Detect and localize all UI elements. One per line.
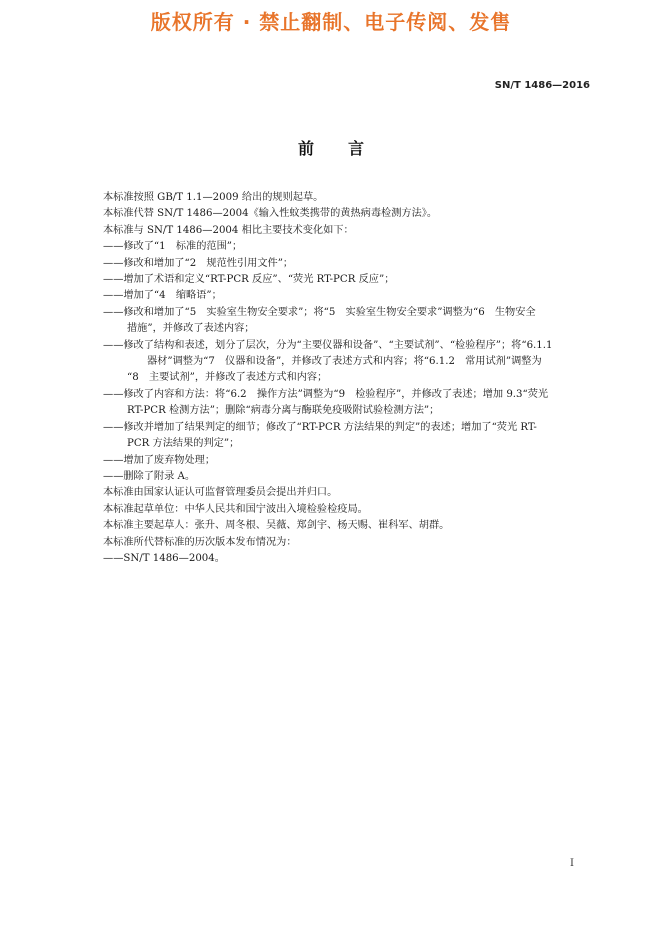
- change-item-line: 措施”，并修改了表述内容；: [127, 323, 255, 335]
- change-item-line: PCR 方法结果的判定”；: [127, 438, 240, 450]
- history-item: ——SN/T 1486—2004。: [103, 552, 225, 564]
- change-item-line: ——修改了内容和方法：将“6.2 操作方法”调整为“9 检验程序”，并修改了表述；增加 9.3“荧光: [103, 388, 549, 400]
- page-number: I: [570, 858, 574, 869]
- paragraph-changes-intro: 本标准与 SN/T 1486—2004 相比主要技术变化如下：: [103, 224, 354, 236]
- change-item-line: “8 主要试剂”，并修改了表述方式和内容；: [127, 372, 328, 384]
- change-item-line: ——修改了结构和表述，划分了层次，分为“主要仪器和设备”、“主要试剂”、“检验程序”；将“6.1.1: [103, 339, 553, 351]
- change-item: [103, 420, 591, 453]
- change-item-line: ——修改和增加了“5 实验室生物安全要求”；将“5 实验室生物安全要求”调整为“6 生物安全: [103, 306, 536, 318]
- paragraph-replaces: 本标准代替 SN/T 1486—2004《输入性蚊类携带的黄热病毒检测方法》。: [103, 208, 438, 220]
- change-item: [103, 305, 591, 338]
- change-item: ——删除了附录 A。: [103, 470, 196, 482]
- change-item-line: 器材”调整为“7 仪器和设备”，并修改了表述方式和内容；将“6.1.2 常用试剂”调整为: [147, 356, 542, 368]
- change-item: [103, 338, 591, 387]
- change-item: ——修改和增加了“2 规范性引用文件”；: [103, 257, 294, 269]
- change-item: ——增加了废弃物处理；: [103, 454, 216, 466]
- foreword-body: [103, 190, 591, 567]
- change-item-line: ——修改并增加了结果判定的细节；修改了“RT-PCR 方法结果的判定”的表述；增加了“荧光 RT-: [103, 421, 537, 433]
- page-title: 前言: [297, 139, 398, 158]
- standard-code: SN/T 1486—2016: [494, 80, 590, 91]
- paragraph-drafting-rules: 本标准按照 GB/T 1.1—2009 给出的规则起草。: [103, 192, 324, 203]
- paragraph-history-intro: 本标准所代替标准的历次版本发布情况为：: [103, 536, 297, 548]
- paragraph-drafters: 本标准主要起草人：张升、周冬根、吴薇、郑剑宇、杨天赐、崔科军、胡群。: [103, 520, 450, 532]
- paragraph-proposer: 本标准由国家认证认可监督管理委员会提出并归口。: [103, 487, 338, 499]
- change-item: ——增加了术语和定义“RT-PCR 反应”、“荧光 RT-PCR 反应”；: [103, 274, 395, 286]
- change-item: ——修改了“1 标准的范围”；: [103, 241, 243, 253]
- change-item-line: RT-PCR 检测方法”；删除“病毒分离与酶联免疫吸附试验检测方法”；: [127, 405, 440, 417]
- change-item: ——增加了“4 缩略语”；: [103, 290, 222, 302]
- copyright-banner: 版权所有 · 禁止翻制、电子传阅、发售: [150, 10, 512, 34]
- paragraph-drafting-unit: 本标准起草单位：中华人民共和国宁波出入境检验检疫局。: [103, 503, 368, 515]
- change-item: [103, 387, 591, 420]
